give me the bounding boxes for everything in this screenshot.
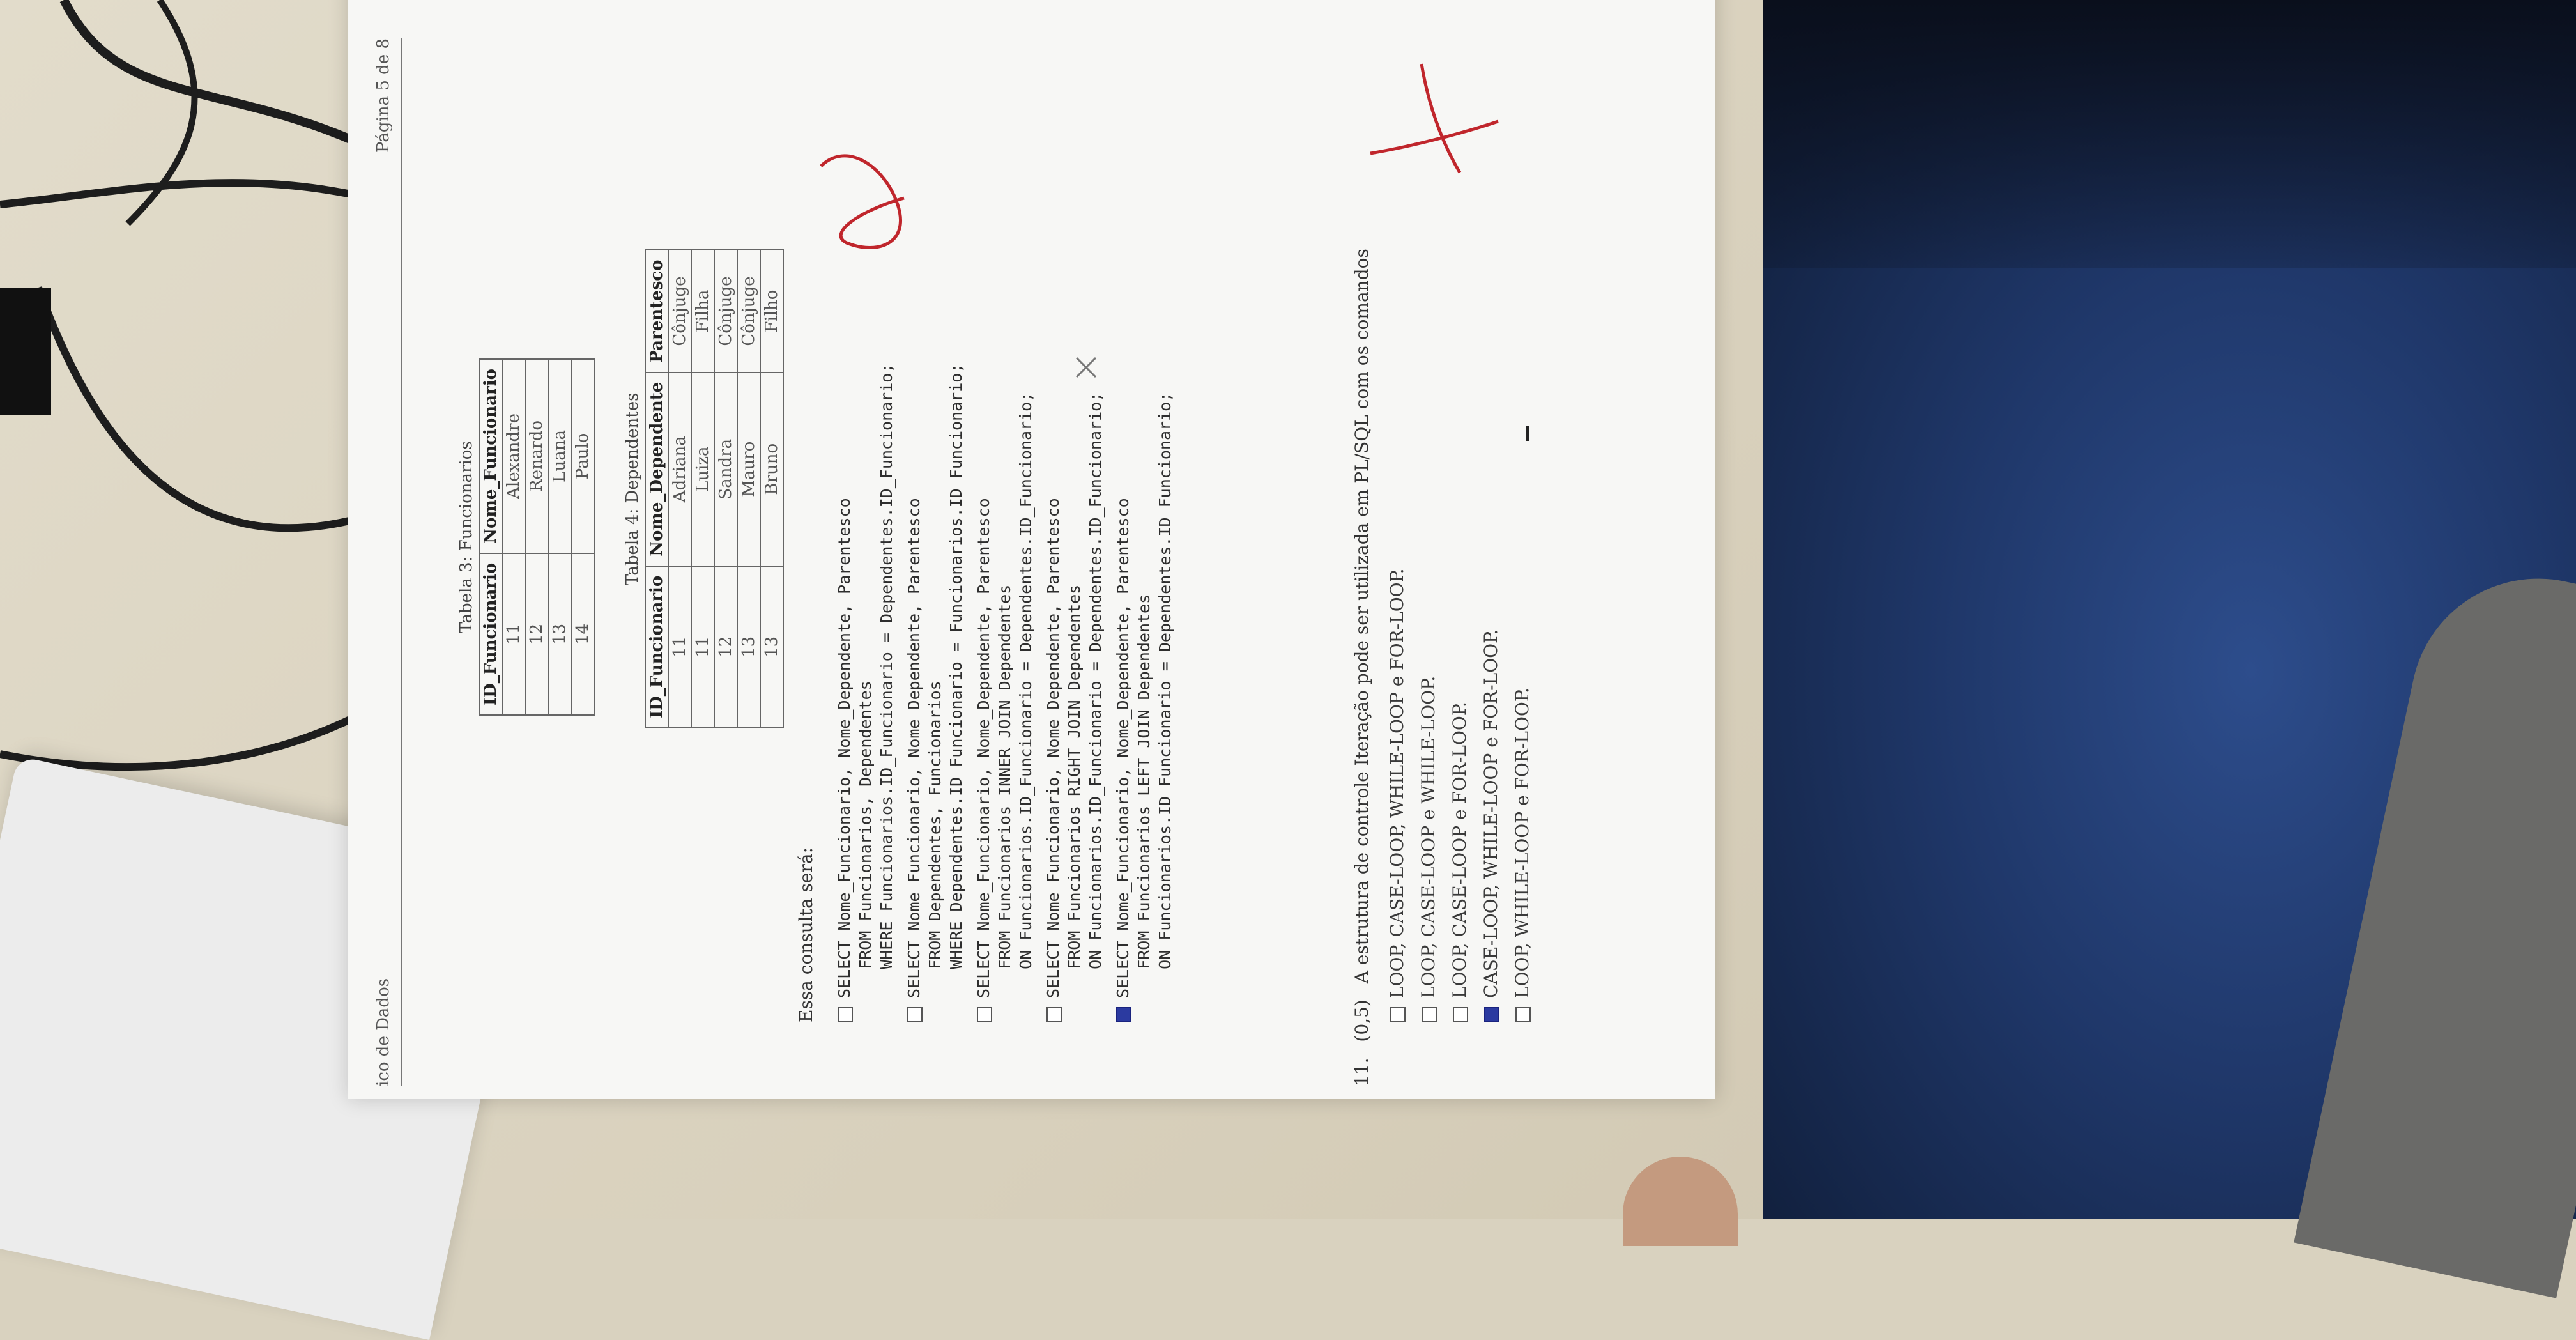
option-text: LOOP, CASE-LOOP e WHILE-LOOP. [1418,675,1439,998]
question10-prompt: Essa consulta será: [795,847,816,1022]
table4-header: ID_Funcionario [645,566,668,728]
checkbox[interactable] [1046,1007,1062,1022]
pencil-x-icon [1070,351,1102,383]
sql-option-text: SELECT Nome_Funcionario, Nome_Dependente, Parentesco FROM Funcionarios LEFT JOIN Dependentes ON Funcionarios.ID_Funcionario = Dependentes.ID_Funcionario; [1114,392,1174,998]
answer-option[interactable] [1386,568,1407,1022]
table3-caption: Tabela 3: Funcionarios [457,441,476,633]
checkbox-checked[interactable] [1116,1007,1131,1022]
table4-grid [645,249,784,728]
question-points: (0,5) [1351,999,1372,1042]
dark-shadow [1763,0,2576,268]
table-row: 12 Renardo [525,359,548,715]
checkbox[interactable] [1390,1007,1406,1022]
table-row: 12 Sandra Cônjuge [714,250,737,728]
question11-prompt [1351,249,1372,1086]
answer-option[interactable] [1512,568,1533,1022]
table-row: 13 Bruno Filho [760,250,783,728]
table-row: 11 Adriana Cônjuge [668,250,691,728]
sql-option-text: SELECT Nome_Funcionario, Nome_Dependente, Parentesco FROM Funcionarios RIGHT JOIN Dependentes ON Funcionarios.ID_Funcionario = Dependentes.ID_Funcionario; [1044,392,1105,998]
checkbox[interactable] [977,1007,992,1022]
table4-header: Nome_Dependente [645,373,668,566]
question-text: A estrutura de controle Iteração pode ser utilizada em PL/SQL com os comandos [1351,249,1372,984]
checkbox-checked[interactable] [1484,1007,1499,1022]
table-row: 11 Alexandre [502,359,525,715]
question-number: 11. [1351,1058,1372,1086]
table3-header: ID_Funcionario [479,553,502,715]
table-row: 14 Paulo [571,359,594,715]
table3-header: Nome_Funcionario [479,359,502,553]
sql-option-text: SELECT Nome_Funcionario, Nome_Dependente, Parentesco FROM Funcionarios, Dependentes WHERE Funcionarios.ID_Funcionario = Dependentes.ID_Funcionario; [835,363,896,998]
answer-option[interactable] [1418,568,1439,1022]
answer-option[interactable] [1449,568,1470,1022]
answer-option[interactable] [1043,0,1106,1022]
table-row: 13 Mauro Cônjuge [737,250,760,728]
table4-header: Parentesco [645,250,668,372]
option-text: LOOP, CASE-LOOP e FOR-LOOP. [1449,702,1470,998]
checkbox[interactable] [907,1007,923,1022]
pen-dash-mark [1526,426,1529,441]
question11-options [1386,568,1543,1022]
table-row: 13 Luana [548,359,571,715]
option-text: LOOP, WHILE-LOOP e FOR-LOOP. [1512,688,1533,998]
checkbox[interactable] [1453,1007,1468,1022]
option-text: LOOP, CASE-LOOP, WHILE-LOOP e FOR-LOOP. [1386,568,1407,998]
table3-grid [479,358,595,716]
correction-check-icon [808,141,936,268]
option-text: CASE-LOOP, WHILE-LOOP e FOR-LOOP. [1480,629,1501,998]
table4 [623,249,784,728]
page-number: Página 5 de 8 [374,38,393,153]
sql-option-text: SELECT Nome_Funcionario, Nome_Dependente, Parentesco FROM Funcionarios INNER JOIN Dependentes ON Funcionarios.ID_Funcionario = Dependentes.ID_Funcionario; [974,392,1035,998]
checkbox[interactable] [838,1007,853,1022]
header-title: ico de Dados [374,978,393,1086]
table-row: 11 Luiza Filha [691,250,714,728]
checkbox[interactable] [1422,1007,1437,1022]
correction-cross-icon [1358,51,1511,192]
answer-option[interactable] [973,0,1036,1022]
exam-page [348,0,1715,1099]
table3 [457,358,595,716]
table4-caption: Tabela 4: Dependentes [623,392,642,585]
checkbox[interactable] [1515,1007,1531,1022]
answer-option[interactable] [1480,568,1501,1022]
answer-option[interactable] [1112,0,1176,1022]
header-rule [401,38,402,1086]
sql-option-text: SELECT Nome_Funcionario, Nome_Dependente, Parentesco FROM Dependentes, Funcionarios WHERE Dependentes.ID_Funcionario = Funcionarios.ID_Funcionario; [905,363,965,998]
